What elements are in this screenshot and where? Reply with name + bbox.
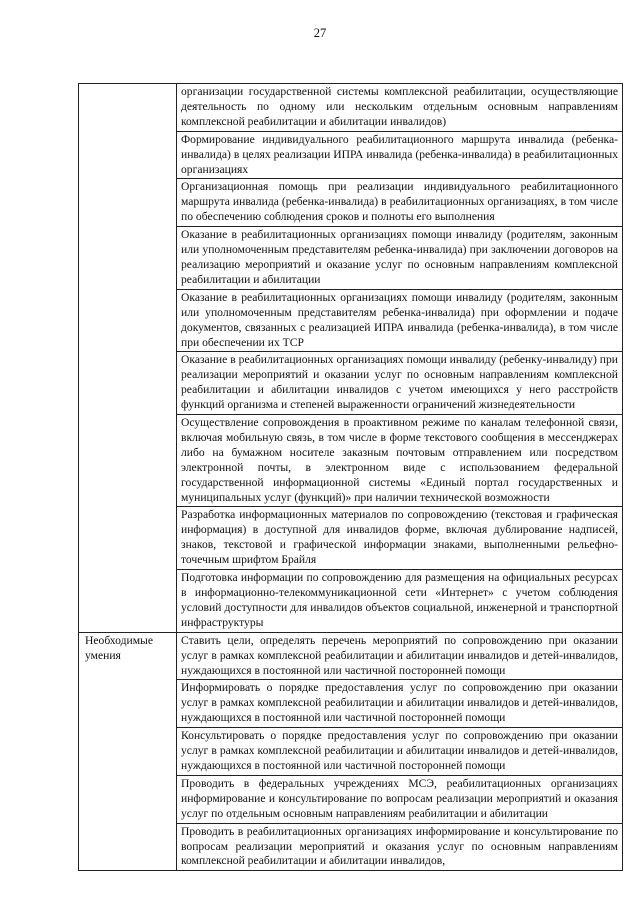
skills-row — [79, 775, 623, 823]
row-label-continuation — [79, 289, 177, 352]
row-label-continuation — [79, 823, 177, 871]
table-cell-text: Консультировать о порядке предоставления услуг по сопровождению при оказании услуг в рамках комплексной реабилитации и абилитации инвалидов и детей-инвалидов, нуждающихся в постоянной или частичной посторонней помощи — [177, 728, 623, 776]
skills-row — [79, 632, 623, 680]
continued-row — [79, 352, 623, 415]
row-label-continuation — [79, 179, 177, 227]
row-label-continuation — [79, 507, 177, 570]
skills-row — [79, 728, 623, 776]
table-cell-text: Формирование индивидуального реабилитационного маршрута инвалида (ребенка-инвалида) в целях реализации ИПРА инвалида (ребенка-инвалида) в реабилитационных организациях — [177, 131, 623, 179]
table-cell-text: Осуществление сопровождения в проактивном режиме по каналам телефонной связи, включая мобильную связь, в том числе в форме текстового сообщения в мессенджерах либо на бумажном носителе заказным почтовым отправлением или посредством электронной почты, в электронном виде с использованием федеральной государственной информационной системы «Единый портал государственных и муниципальных услуг (функций)» при наличии технической возможности — [177, 415, 623, 507]
continued-row — [79, 507, 623, 570]
row-label-continuation — [79, 680, 177, 728]
row-label-continuation — [79, 352, 177, 415]
continued-row — [79, 570, 623, 633]
table-cell-text: Оказание в реабилитационных организациях помощи инвалиду (родителям, законным или уполномоченным представителям ребенка-инвалида) при оформлении и подаче документов, связанных с реализацией ИПРА инвалида (ребенка-инвалида), в том числе при обеспечении их ТСР — [177, 289, 623, 352]
row-label — [79, 84, 177, 132]
table-cell-text: Оказание в реабилитационных организациях помощи инвалиду (родителям, законным или уполномоченным представителям ребенка-инвалида) при заключении договоров на реализацию мероприятий и оказание услуг по основным направлениям комплексной реабилитации и абилитации — [177, 227, 623, 290]
table-cell-text: Информировать о порядке предоставления услуг по сопровождению при оказании услуг в рамках комплексной реабилитации и абилитации инвалидов и детей-инвалидов, нуждающихся в постоянной или частичной посторонней помощи — [177, 680, 623, 728]
table-cell-text: Проводить в реабилитационных организациях информирование и консультирование по вопросам реализации мероприятий и оказания услуг по основным направлениям комплексной реабилитации и абилитации инвалидов, — [177, 823, 623, 871]
competency-table — [78, 83, 623, 871]
table-cell-text: Оказание в реабилитационных организациях помощи инвалиду (ребенку-инвалиду) при реализации мероприятий и оказании услуг по основным направлениям комплексной реабилитации и абилитации инвалидов с учетом имеющихся у него расстройств функций организма и степеней выраженности ограничений жизнедеятельности — [177, 352, 623, 415]
skills-row — [79, 680, 623, 728]
row-label-continuation — [79, 728, 177, 776]
continued-row — [79, 179, 623, 227]
row-label-continuation — [79, 570, 177, 633]
continued-row — [79, 84, 623, 132]
row-label: Необходимые умения — [79, 632, 177, 680]
row-label-continuation — [79, 227, 177, 290]
row-label-continuation — [79, 415, 177, 507]
continued-row — [79, 415, 623, 507]
row-label-continuation — [79, 131, 177, 179]
skills-row — [79, 823, 623, 871]
continued-row — [79, 131, 623, 179]
row-label-continuation — [79, 775, 177, 823]
continued-row — [79, 289, 623, 352]
table-cell-text: Организационная помощь при реализации индивидуального реабилитационного маршрута инвалида (ребенка-инвалида) в реабилитационных организациях, в том числе по обеспечению соблюдения сроков и полноты его выполнения — [177, 179, 623, 227]
table-cell-text: Ставить цели, определять перечень мероприятий по сопровождению при оказании услуг в рамках комплексной реабилитации и абилитации инвалидов и детей-инвалидов, нуждающихся в постоянной или частичной посторонней помощи — [177, 632, 623, 680]
table-cell-text: Подготовка информации по сопровождению для размещения на официальных ресурсах в информационно-телекоммуникационной сети «Интернет» с учетом соблюдения условий доступности для инвалидов объектов социальной, инженерной и транспортной инфраструктуры — [177, 570, 623, 633]
continued-row — [79, 227, 623, 290]
table-cell-text: организации государственной системы комплексной реабилитации, осуществляющие деятельность по одному или нескольким отдельным основным направлениям комплексной реабилитации и абилитации инвалидов) — [177, 84, 623, 132]
page-number: 27 — [313, 26, 327, 40]
table-cell-text: Проводить в федеральных учреждениях МСЭ, реабилитационных организациях информирование и консультирование по вопросам реализации мероприятий и оказания услуг по отдельным основным направлениям реабилитации и абилитации — [177, 775, 623, 823]
table-cell-text: Разработка информационных материалов по сопровождению (текстовая и графическая информация) в доступной для инвалидов форме, включая дублирование надписей, знаков, текстовой и графической информации знаками, выполненными рельефно-точечным шрифтом Брайля — [177, 507, 623, 570]
